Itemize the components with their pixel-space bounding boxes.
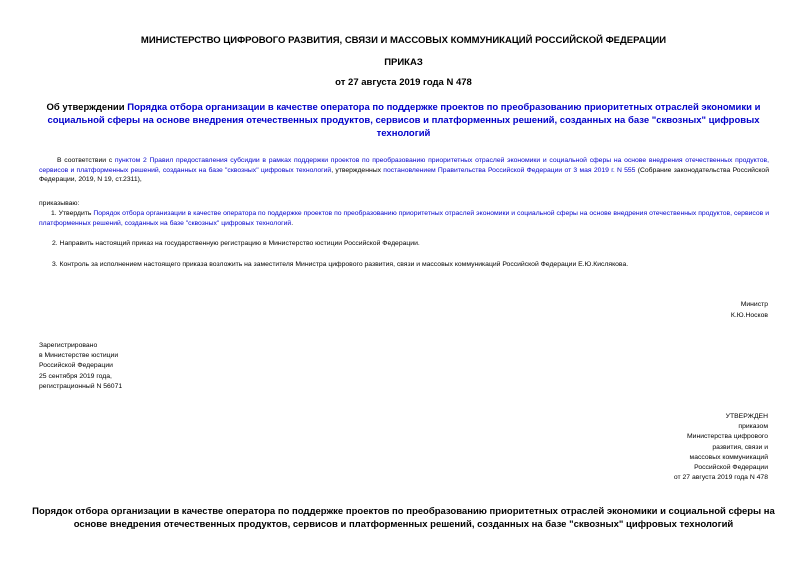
registration-line: Российской Федерации	[39, 362, 113, 370]
order-title	[36, 101, 771, 140]
ministry-heading: МИНИСТЕРСТВО ЦИФРОВОГО РАЗВИТИЯ, СВЯЗИ И МАССОВЫХ КОММУНИКАЦИЙ РОССИЙСКОЙ ФЕДЕРАЦИИ	[140, 35, 667, 46]
approval-line: УТВЕРЖДЕН	[725, 413, 768, 420]
order-item-1-prefix: 1. Утвердить	[51, 210, 94, 217]
approval-line: Министерства цифрового	[687, 433, 768, 441]
order-title-link[interactable]: Порядка отбора организации в качестве оператора по поддержке проектов по преобразованию приоритетных отраслей экономики и социальной сферы на основе внедрения отечественных продуктов, сервисов и платформенных решений, созданных на базе "сквозных" цифровых технологий	[47, 102, 761, 139]
preamble-text-3: (Собрание законодательства Российской Федерации, 2019, N 19, ст.2311),	[39, 166, 769, 184]
approval-line: развития, связи и	[712, 443, 768, 451]
preamble-paragraph	[39, 156, 769, 185]
procedure-title: Порядок отбора организации в качестве оператора по поддержке проектов по преобразованию приоритетных отраслей экономики и социальной сферы на основе внедрения отечественных продуктов, сервисов и платформенных решений, созданных на базе "сквозных" цифровых технологий	[32, 506, 775, 530]
document-type: ПРИКАЗ	[384, 57, 423, 68]
order-item-3: 3. Контроль за исполнением настоящего приказа возложить на заместителя Министра цифрового развития, связи и массовых коммуникаций Российской Федерации Е.Ю.Кислякова.	[52, 261, 629, 268]
registration-block	[39, 341, 122, 392]
registration-line: регистрационный N 56071	[39, 382, 123, 390]
approval-line: от 27 августа 2019 года N 478	[673, 474, 768, 482]
document-date-number: от 27 августа 2019 года N 478	[335, 77, 472, 88]
order-title-prefix: Об утверждении	[46, 102, 128, 113]
government-decree-link[interactable]: постановлением Правительства Российской Федерации от 3 мая 2019 г. N 555	[383, 166, 636, 174]
preamble-text-2: , утвержденных	[331, 166, 384, 174]
procedure-link[interactable]: Порядок отбора организации в качестве оператора по поддержке проектов по преобразованию приоритетных отраслей экономики и социальной сферы на основе внедрения отечественных продуктов, сервисов и платформенных решений, созданных на базе "сквозных" цифровых технологий	[39, 210, 769, 227]
signature-name: К.Ю.Носков	[730, 312, 768, 319]
order-word: приказываю:	[39, 200, 80, 207]
approval-line: массовых коммуникаций	[689, 453, 768, 461]
signature-position: Министр	[740, 301, 768, 308]
approval-block	[674, 412, 768, 483]
registration-line: Зарегистрировано	[39, 342, 98, 349]
order-item-1	[39, 209, 769, 228]
approval-line: приказом	[738, 423, 768, 431]
order-item-2: 2. Направить настоящий приказ на государственную регистрацию в Министерство юстиции Российской Федерации.	[52, 240, 420, 247]
order-item-1-suffix: .	[291, 219, 294, 227]
approval-line: Российской Федерации	[694, 464, 768, 472]
registration-line: 25 сентября 2019 года,	[39, 372, 112, 380]
registration-line: в Министерстве юстиции	[39, 352, 119, 360]
preamble-text-1: В соответствии с	[57, 157, 115, 164]
rules-point-2-link[interactable]: пунктом 2 Правил предоставления субсидии в рамках поддержки проектов по преобразованию приоритетных отраслей экономики и социальной сферы на основе внедрения отечественных продуктов, сервисов и платформенных решений, созданных на базе "сквозных" цифровых технологий	[39, 157, 769, 174]
